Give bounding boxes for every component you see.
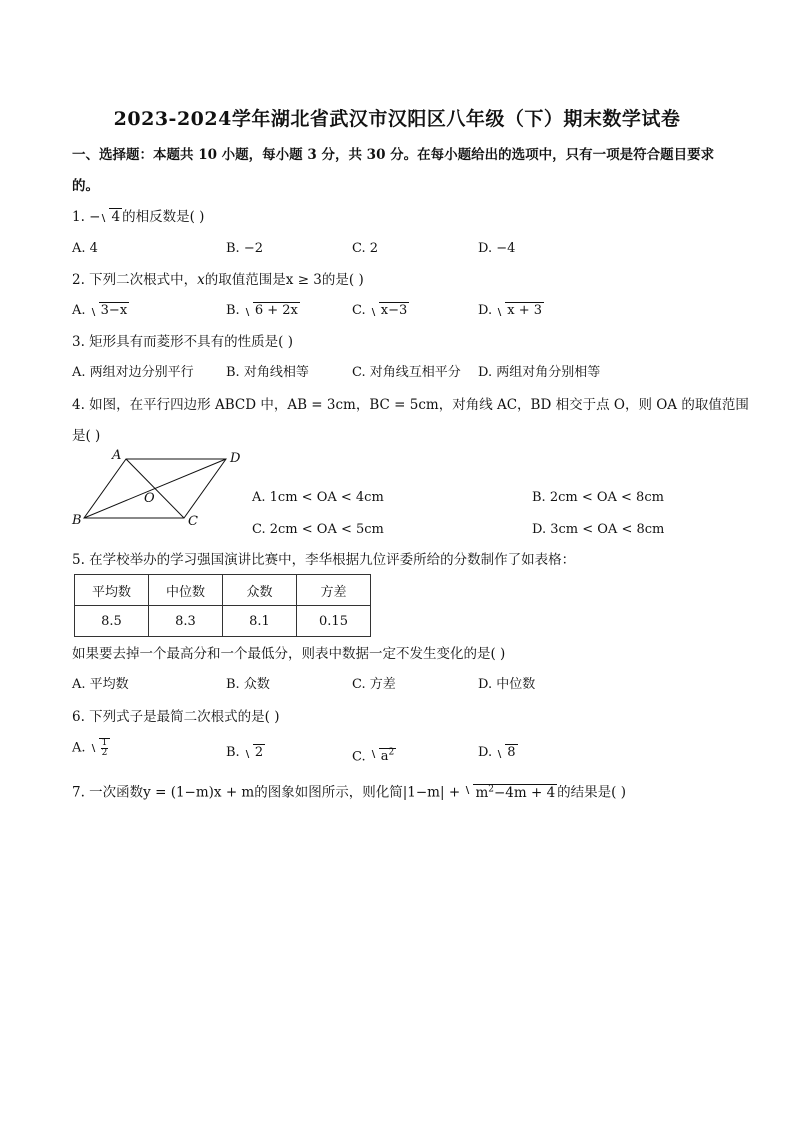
- q3-option-d[interactable]: D. 两组对角分别相等: [478, 365, 601, 380]
- q3-option-b[interactable]: B. 对角线相等: [226, 365, 309, 380]
- question-3: 3. 矩形具有而菱形不具有的性质是( ): [72, 334, 293, 350]
- question-4: 4. 如图，在平行四边形 ABCD 中，AB = 3cm，BC = 5cm，对角线 AC，BD 相交于点 O，则 OA 的取值范围: [72, 397, 749, 413]
- table-header-cell: 平均数: [75, 575, 149, 606]
- question-5: 5. 在学校举办的学习强国演讲比赛中，李华根据九位评委所给的分数制作了如表格：: [72, 552, 576, 568]
- q4-option-c[interactable]: C. 2cm < OA < 5cm: [252, 522, 384, 537]
- table-cell: 0.15: [297, 606, 371, 637]
- q5-option-a[interactable]: A. 平均数: [72, 677, 129, 692]
- q1-option-d[interactable]: D. −4: [478, 241, 516, 256]
- q6-option-a[interactable]: A. $\frac{1}{2}$: [72, 738, 110, 758]
- q5-option-b[interactable]: B. 众数: [226, 677, 270, 692]
- q4-option-a[interactable]: A. 1cm < OA < 4cm: [252, 490, 384, 505]
- q2-option-a[interactable]: A. 3−x: [72, 303, 128, 318]
- parallelogram-figure: [66, 444, 256, 534]
- score-statistics-table: [74, 574, 371, 637]
- exam-title: 2023-2024学年湖北省武汉市汉阳区八年级（下）期末数学试卷: [113, 108, 681, 130]
- question-7: 7. 一次函数y = (1−m)x + m的图象如图所示，则化简$|1-m| + m^2-4m + 4$ 的结果是( ): [72, 780, 626, 802]
- q1-option-b[interactable]: B. −2: [226, 241, 263, 256]
- table-cell: 8.5: [75, 606, 149, 637]
- q1-option-c[interactable]: C. 2: [352, 241, 379, 256]
- q4-option-b[interactable]: B. 2cm < OA < 8cm: [532, 490, 664, 505]
- table-header-row: [75, 575, 371, 606]
- q2-option-c[interactable]: C. x−3: [352, 303, 408, 318]
- table-cell: 8.3: [149, 606, 223, 637]
- question-1: 1. − 4 的相反数是( ): [72, 209, 205, 225]
- q5-option-c[interactable]: C. 方差: [352, 677, 396, 692]
- q6-option-d[interactable]: D. 8: [478, 745, 516, 760]
- point-o-label: O: [144, 491, 155, 506]
- question-6: 6. 下列式子是最简二次根式的是( ): [72, 709, 280, 725]
- q3-option-c[interactable]: C. 对角线互相平分: [352, 365, 461, 380]
- table-row: [75, 606, 371, 637]
- q1-option-a[interactable]: A. 4: [72, 241, 98, 256]
- q6-option-c[interactable]: C. $a^2$: [352, 744, 396, 766]
- q2-option-b[interactable]: B. 6 + 2x: [226, 303, 298, 318]
- q6-option-b[interactable]: B. 2: [226, 745, 264, 760]
- q2-option-d[interactable]: D. x + 3: [478, 303, 542, 318]
- table-header-cell: 中位数: [149, 575, 223, 606]
- q5-option-d[interactable]: D. 中位数: [478, 677, 536, 692]
- question-4-cont: 是( ): [72, 428, 101, 444]
- question-5-prompt: 如果要去掉一个最高分和一个最低分，则表中数据一定不发生变化的是( ): [72, 646, 506, 662]
- q4-option-d[interactable]: D. 3cm < OA < 8cm: [532, 522, 665, 537]
- section-header-cont: 的。: [72, 178, 99, 194]
- table-header-cell: 众数: [223, 575, 297, 606]
- vertex-c-label: C: [188, 514, 198, 529]
- question-2: 2. 下列二次根式中，x的取值范围是x ≥ 3的是( ): [72, 272, 364, 288]
- vertex-a-label: A: [112, 448, 122, 463]
- q3-option-a[interactable]: A. 两组对边分别平行: [72, 365, 194, 380]
- table-header-cell: 方差: [297, 575, 371, 606]
- vertex-d-label: D: [230, 451, 241, 466]
- table-cell: 8.1: [223, 606, 297, 637]
- vertex-b-label: B: [72, 513, 82, 528]
- section-header: 一、选择题：本题共 10 小题，每小题 3 分，共 30 分。在每小题给出的选项中，只有一项是符合题目要求: [72, 147, 715, 163]
